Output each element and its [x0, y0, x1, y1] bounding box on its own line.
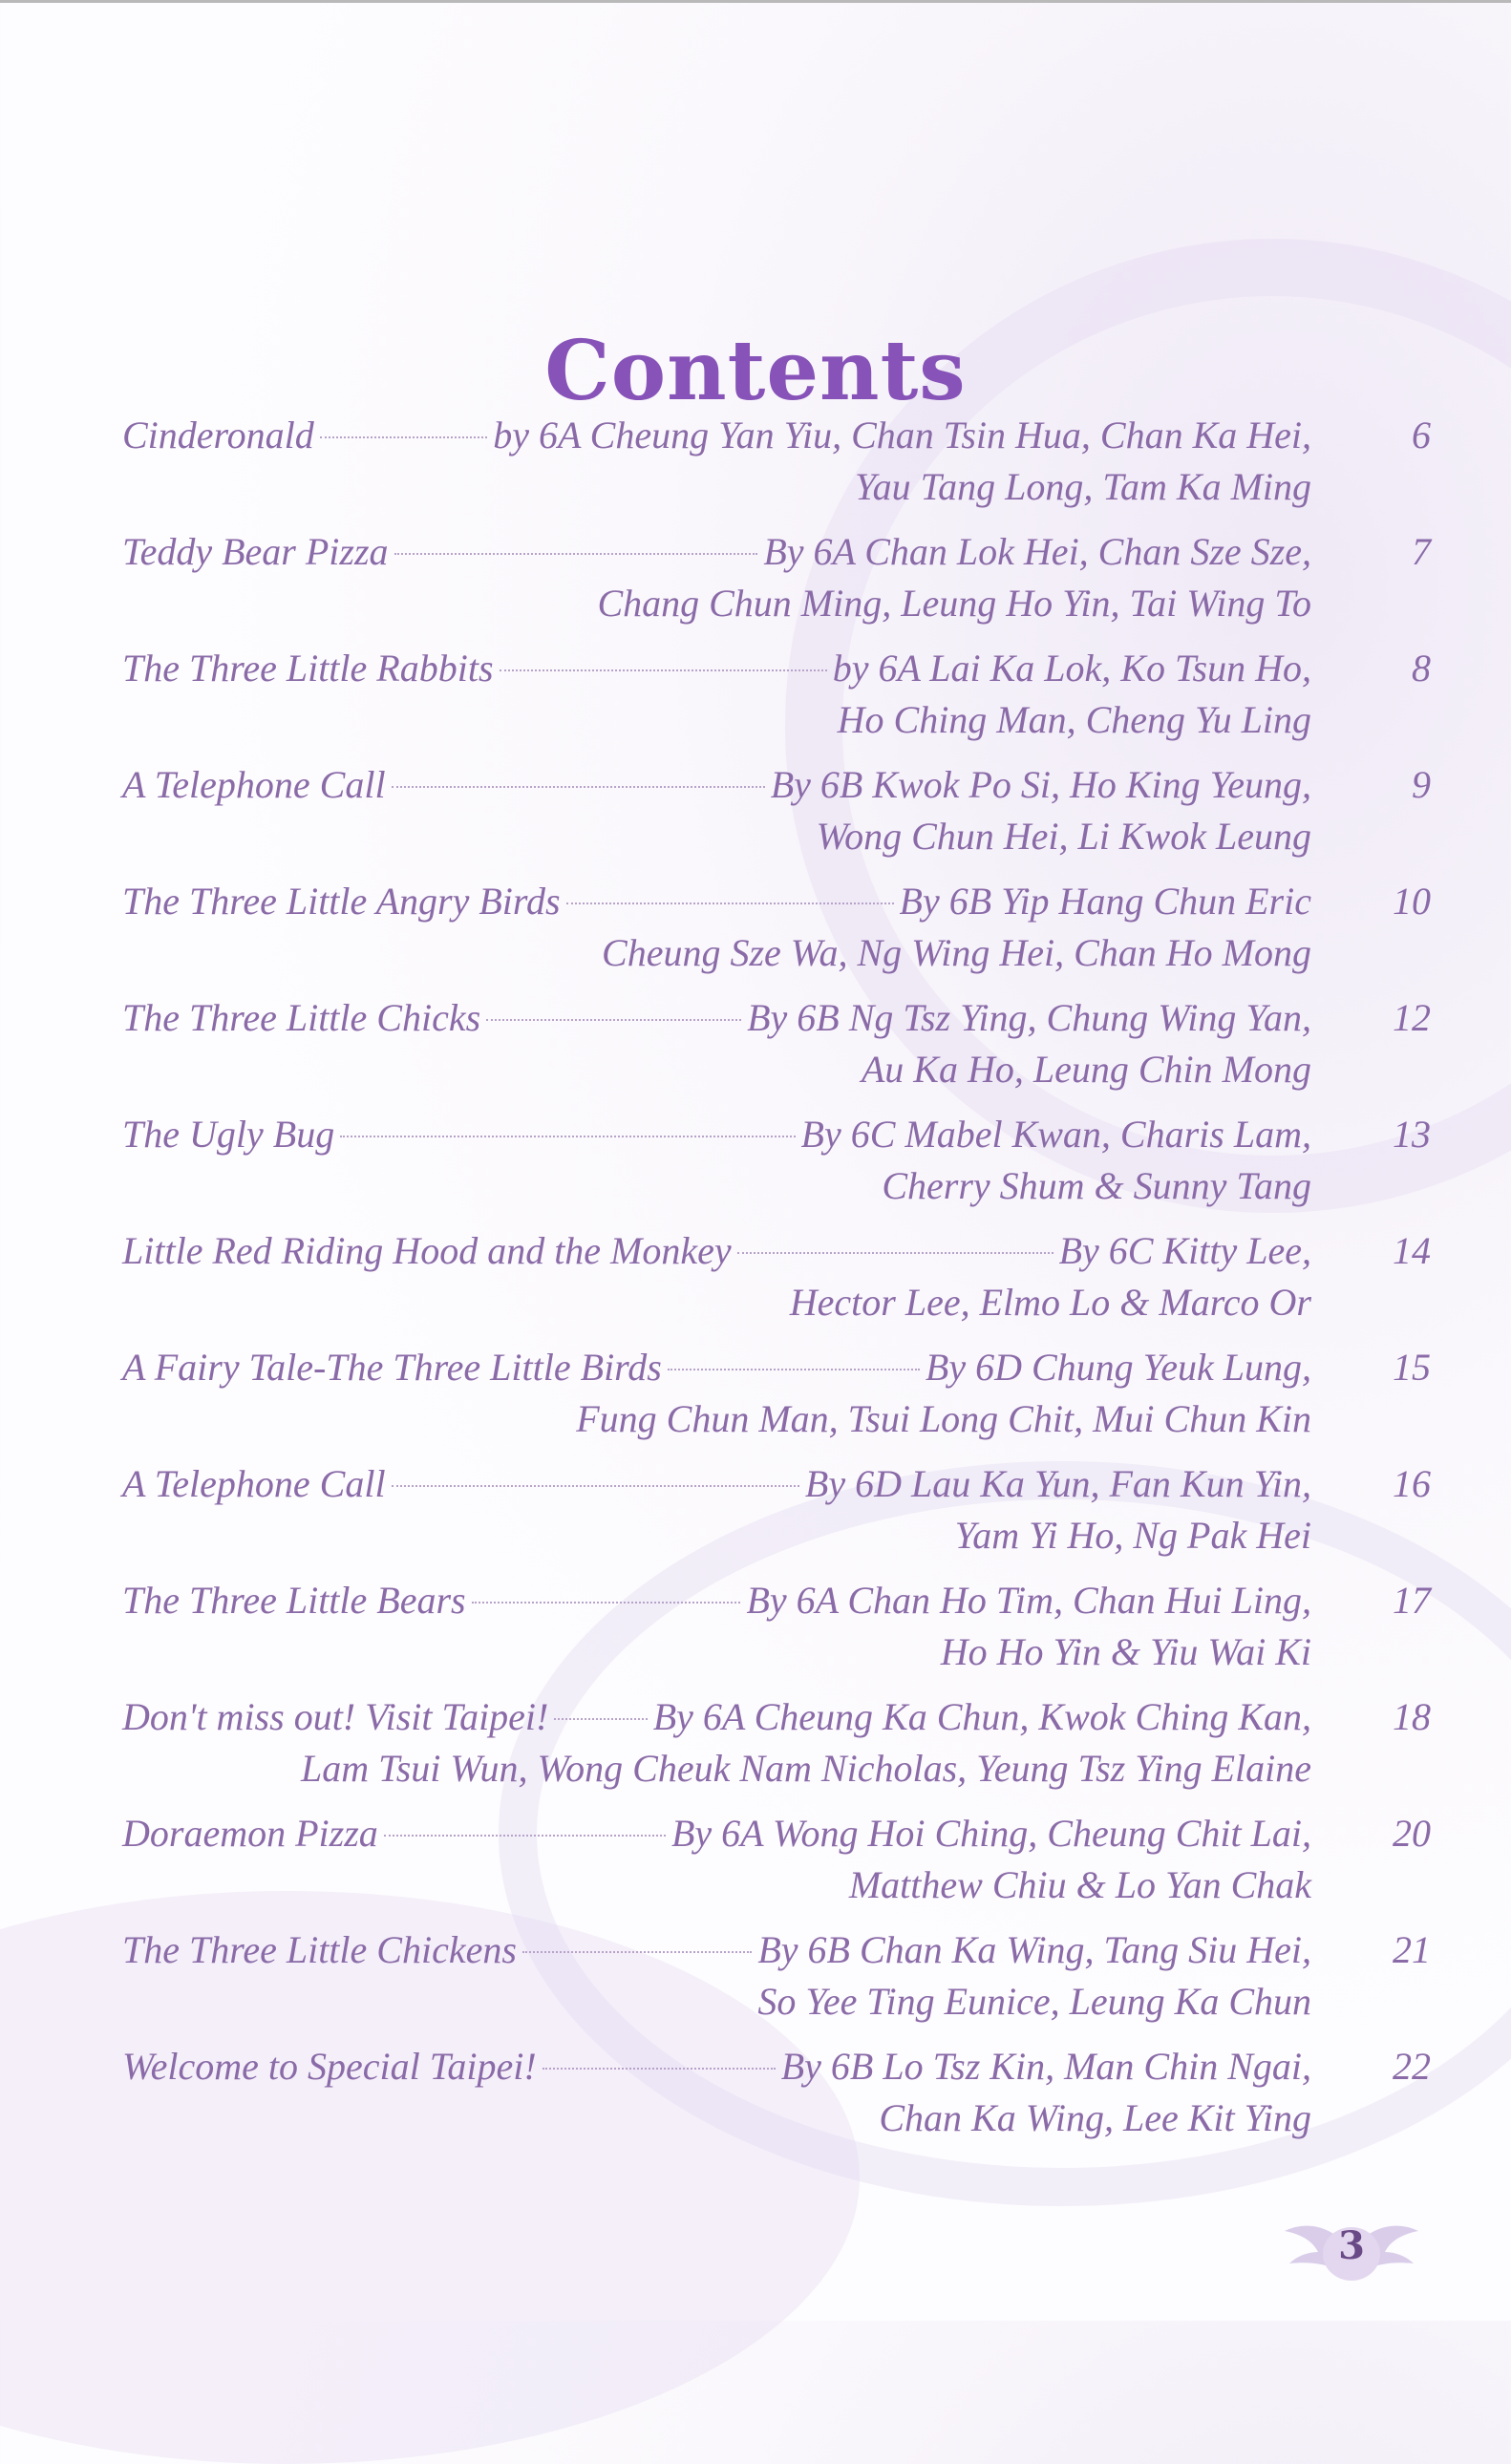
- table-of-contents: [122, 413, 1431, 2160]
- entry-authors-continued: Lam Tsui Wun, Wong Cheuk Nam Nicholas, Yeung Tsz Ying Elaine: [301, 1747, 1311, 1790]
- entry-page-number: 16: [1393, 1462, 1431, 1505]
- dot-leader: [486, 1019, 741, 1021]
- dot-leader: [543, 2068, 776, 2070]
- entry-authors: By 6C Mabel Kwan, Charis Lam,: [800, 1113, 1311, 1156]
- toc-entry[interactable]: [122, 646, 1431, 762]
- entry-authors: by 6A Cheung Yan Yiu, Chan Tsin Hua, Chan Ka Hei,: [493, 414, 1311, 457]
- toc-entry[interactable]: [122, 413, 1431, 529]
- entry-title: Teddy Bear Pizza: [122, 530, 389, 573]
- entry-authors-continued: Matthew Chiu & Lo Yan Chak: [848, 1863, 1311, 1906]
- toc-entry[interactable]: [122, 1228, 1431, 1345]
- entry-authors-continued: Au Ka Ho, Leung Chin Mong: [861, 1048, 1311, 1091]
- toc-entry[interactable]: [122, 1694, 1431, 1811]
- entry-title: Doraemon Pizza: [122, 1812, 378, 1855]
- entry-authors: By 6D Chung Yeuk Lung,: [925, 1346, 1311, 1389]
- entry-authors: By 6A Cheung Ka Chun, Kwok Ching Kan,: [652, 1695, 1311, 1738]
- entry-page-number: 6: [1412, 414, 1431, 457]
- entry-authors-continued: Fung Chun Man, Tsui Long Chit, Mui Chun Kin: [576, 1397, 1311, 1440]
- entry-page-number: 22: [1393, 2045, 1431, 2088]
- entry-title: The Three Little Angry Birds: [122, 880, 561, 923]
- entry-authors-continued: Ho Ching Man, Cheng Yu Ling: [837, 698, 1311, 741]
- entry-authors-continued: Ho Ho Yin & Yiu Wai Ki: [940, 1630, 1311, 1673]
- entry-authors: By 6A Wong Hoi Ching, Cheung Chit Lai,: [670, 1812, 1311, 1855]
- entry-page-number: 18: [1393, 1695, 1431, 1738]
- entry-page-number: 21: [1393, 1928, 1431, 1971]
- dot-leader: [394, 553, 758, 555]
- toc-entry[interactable]: [122, 762, 1431, 879]
- dot-leader: [737, 1252, 1053, 1254]
- dot-leader: [554, 1718, 647, 1720]
- entry-page-number: 14: [1393, 1229, 1431, 1272]
- entry-title: A Fairy Tale-The Three Little Birds: [122, 1346, 662, 1389]
- entry-authors: By 6B Lo Tsz Kin, Man Chin Ngai,: [780, 2045, 1311, 2088]
- dot-leader: [392, 786, 765, 788]
- entry-page-number: 13: [1393, 1113, 1431, 1156]
- dot-leader: [384, 1835, 666, 1837]
- toc-entry[interactable]: [122, 1927, 1431, 2044]
- toc-entry[interactable]: [122, 529, 1431, 646]
- entry-title: Little Red Riding Hood and the Monkey: [122, 1229, 732, 1272]
- entry-authors: By 6C Kitty Lee,: [1058, 1229, 1311, 1272]
- dot-leader: [566, 903, 894, 904]
- entry-authors-continued: Yam Yi Ho, Ng Pak Hei: [954, 1514, 1311, 1557]
- entry-page-number: 8: [1412, 647, 1431, 690]
- entry-title: The Three Little Chickens: [122, 1928, 517, 1971]
- dot-leader: [500, 669, 827, 671]
- entry-authors-continued: Cherry Shum & Sunny Tang: [882, 1164, 1311, 1207]
- toc-entry[interactable]: [122, 2044, 1431, 2160]
- toc-entry[interactable]: [122, 1461, 1431, 1578]
- dot-leader: [522, 1951, 752, 1953]
- entry-page-number: 7: [1412, 530, 1431, 573]
- dot-leader: [320, 436, 487, 438]
- entry-authors-continued: Hector Lee, Elmo Lo & Marco Or: [789, 1281, 1311, 1324]
- entry-page-number: 10: [1393, 880, 1431, 923]
- entry-authors: By 6B Chan Ka Wing, Tang Siu Hei,: [757, 1928, 1311, 1971]
- entry-page-number: 9: [1412, 763, 1431, 806]
- entry-page-number: 20: [1393, 1812, 1431, 1855]
- entry-authors-continued: Chang Chun Ming, Leung Ho Yin, Tai Wing To: [597, 582, 1311, 625]
- entry-authors-continued: Cheung Sze Wa, Ng Wing Hei, Chan Ho Mong: [602, 931, 1311, 974]
- entry-authors: By 6B Ng Tsz Ying, Chung Wing Yan,: [747, 996, 1311, 1039]
- entry-title: A Telephone Call: [122, 1462, 386, 1505]
- entry-title: The Ugly Bug: [122, 1113, 335, 1156]
- entry-title: Welcome to Special Taipei!: [122, 2045, 537, 2088]
- entry-authors-continued: Wong Chun Hei, Li Kwok Leung: [816, 815, 1311, 858]
- dot-leader: [392, 1485, 799, 1487]
- toc-entry[interactable]: [122, 1811, 1431, 1927]
- dot-leader: [668, 1369, 920, 1370]
- toc-entry[interactable]: [122, 1112, 1431, 1228]
- toc-entry[interactable]: [122, 1578, 1431, 1694]
- entry-authors: By 6A Chan Ho Tim, Chan Hui Ling,: [746, 1579, 1311, 1622]
- toc-entry[interactable]: [122, 879, 1431, 995]
- entry-authors: by 6A Lai Ka Lok, Ko Tsun Ho,: [832, 647, 1311, 690]
- entry-authors-continued: So Yee Ting Eunice, Leung Ka Chun: [757, 1980, 1311, 2023]
- entry-title: A Telephone Call: [122, 763, 386, 806]
- entry-authors: By 6D Lau Ka Yun, Fan Kun Yin,: [804, 1462, 1311, 1505]
- entry-title: Don't miss out! Visit Taipei!: [122, 1695, 549, 1738]
- toc-entry[interactable]: [122, 1345, 1431, 1461]
- entry-title: Cinderonald: [122, 414, 314, 457]
- toc-entry[interactable]: [122, 995, 1431, 1112]
- entry-authors: By 6B Yip Hang Chun Eric: [899, 880, 1311, 923]
- page-number: 3: [1338, 2223, 1365, 2268]
- scan-top-edge: [0, 0, 1511, 3]
- entry-authors-continued: Yau Tang Long, Tam Ka Ming: [855, 465, 1311, 508]
- dot-leader: [472, 1602, 741, 1604]
- entry-authors: By 6B Kwok Po Si, Ho King Yeung,: [770, 763, 1311, 806]
- entry-title: The Three Little Chicks: [122, 996, 481, 1039]
- entry-page-number: 17: [1393, 1579, 1431, 1622]
- entry-title: The Three Little Bears: [122, 1579, 466, 1622]
- entry-title: The Three Little Rabbits: [122, 647, 494, 690]
- page-number-badge: [1280, 2214, 1423, 2290]
- entry-page-number: 15: [1393, 1346, 1431, 1389]
- entry-authors: By 6A Chan Lok Hei, Chan Sze Sze,: [763, 530, 1311, 573]
- page-title: Contents: [544, 322, 967, 419]
- entry-authors-continued: Chan Ka Wing, Lee Kit Ying: [879, 2096, 1311, 2139]
- entry-page-number: 12: [1393, 996, 1431, 1039]
- dot-leader: [340, 1136, 795, 1137]
